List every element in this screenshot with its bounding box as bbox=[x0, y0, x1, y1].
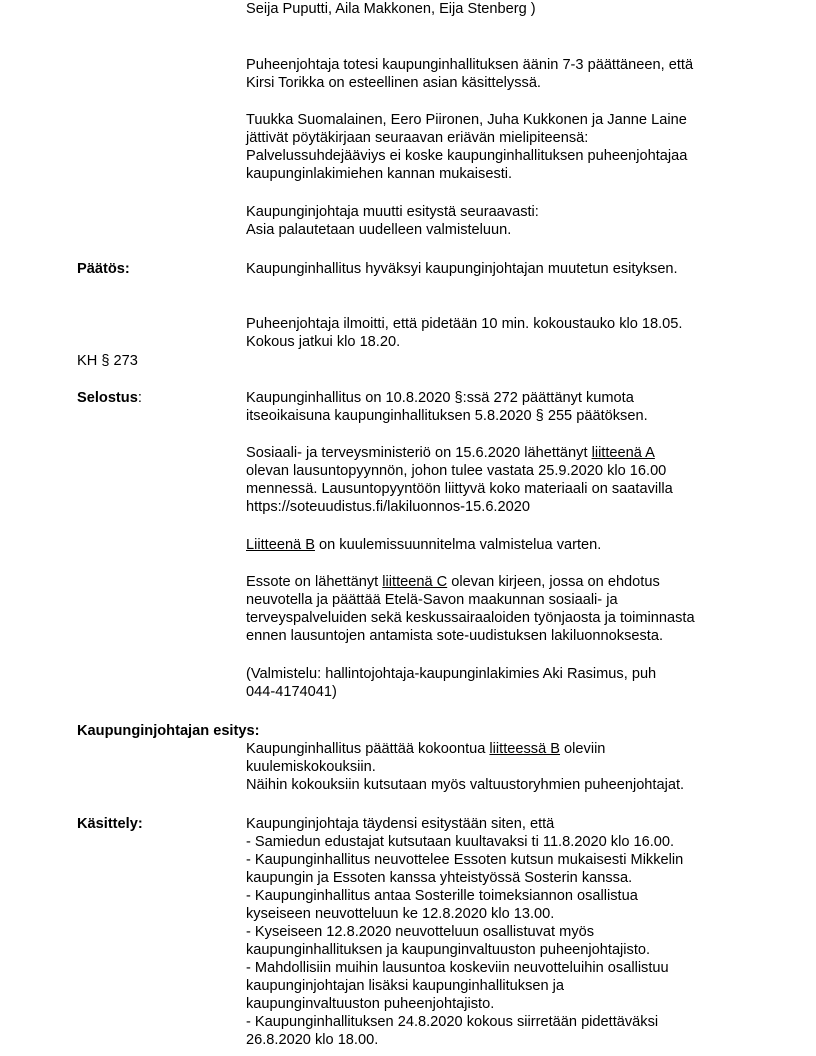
paragraph-line: 26.8.2020 klo 18.00. bbox=[246, 1032, 379, 1048]
kasittely-label: Käsittely: bbox=[77, 816, 143, 832]
paragraph-line: neuvotella ja päättää Etelä-Savon maakunnan sosiaali- ja bbox=[246, 592, 618, 608]
paragraph-line: itseoikaisuna kaupunginhallituksen 5.8.2020 § 255 päätöksen. bbox=[246, 408, 648, 424]
paragraph-line: Kaupunginjohtaja täydensi esitystään siten, että bbox=[246, 816, 555, 832]
paragraph-line: jättivät pöytäkirjaan seuraavan eriävän mielipiteensä: bbox=[246, 130, 589, 146]
paragraph-line: (Valmistelu: hallintojohtaja-kaupunginlakimies Aki Rasimus, puh bbox=[246, 666, 657, 682]
paragraph-line: Puheenjohtaja totesi kaupunginhallituksen äänin 7-3 päättäneen, että bbox=[246, 57, 694, 73]
text-span: Essote on lähettänyt bbox=[246, 574, 383, 590]
paragraph-line: - Kaupunginhallitus antaa Sosterille toimeksiannon osallistua bbox=[246, 888, 638, 904]
paragraph-line: - Kaupunginhallitus neuvottelee Essoten kutsun mukaisesti Mikkelin bbox=[246, 852, 684, 868]
selostus-label bbox=[77, 389, 142, 407]
text-span: on kuulemissuunnitelma valmistelua varten. bbox=[314, 537, 602, 553]
paragraph-line bbox=[246, 536, 601, 554]
paragraph-line: terveyspalveluiden sekä keskussairaaloiden työnjaosta ja toiminnasta bbox=[246, 610, 695, 626]
paragraph-line: olevan lausuntopyynnön, johon tulee vastata 25.9.2020 klo 16.00 bbox=[246, 463, 667, 479]
attendee-names-line: Seija Puputti, Aila Makkonen, Eija Stenberg ) bbox=[246, 1, 536, 17]
paragraph-line: Näihin kokouksiin kutsutaan myös valtuustoryhmien puheenjohtajat. bbox=[246, 777, 685, 793]
paragraph-line bbox=[246, 740, 605, 758]
paragraph-line: - Mahdollisiin muihin lausuntoa koskeviin neuvotteluihin osallistuu bbox=[246, 960, 669, 976]
paragraph-line: kaupungin ja Essoten kanssa yhteistyössä Sosterin kanssa. bbox=[246, 870, 633, 886]
selostus-label-text: Selostus bbox=[77, 390, 138, 406]
attachment-a-link[interactable]: liitteenä A bbox=[591, 445, 655, 461]
url-line: https://soteuudistus.fi/lakiluonnos-15.6.2020 bbox=[246, 499, 530, 515]
paragraph-line: mennessä. Lausuntopyyntöön liittyvä koko materiaali on saatavilla bbox=[246, 481, 673, 497]
attachment-b-link[interactable]: liitteessä B bbox=[489, 741, 560, 757]
attachment-c-link[interactable]: liitteenä C bbox=[382, 574, 448, 590]
text-span: olevan kirjeen, jossa on ehdotus bbox=[447, 574, 660, 590]
paragraph-line: Kaupunginhallitus on 10.8.2020 §:ssä 272 päättänyt kumota bbox=[246, 390, 634, 406]
paragraph-line: Kokous jatkui klo 18.20. bbox=[246, 334, 401, 350]
paragraph-line: kaupunginhallituksen ja kaupunginvaltuuston puheenjohtajisto. bbox=[246, 942, 651, 958]
paragraph-line: ennen lausuntojen antamista sote-uudistuksen lakiluonnoksesta. bbox=[246, 628, 664, 644]
paragraph-line: Asia palautetaan uudelleen valmisteluun. bbox=[246, 222, 512, 238]
text-span: Kaupunginhallitus päättää kokoontua bbox=[246, 741, 490, 757]
section-number: KH § 273 bbox=[77, 353, 138, 369]
paragraph-line: kuulemiskokouksiin. bbox=[246, 759, 376, 775]
paragraph-line: 044-4174041) bbox=[246, 684, 337, 700]
paragraph-line: kaupunginjohtajan lisäksi kaupunginhallituksen ja bbox=[246, 978, 565, 994]
paragraph-line bbox=[246, 444, 655, 462]
paragraph-line: - Kyseiseen 12.8.2020 neuvotteluun osallistuvat myös bbox=[246, 924, 595, 940]
paragraph-line: kaupunginlakimiehen kannan mukaisesti. bbox=[246, 166, 513, 182]
esitys-label: Kaupunginjohtajan esitys: bbox=[77, 723, 260, 739]
paragraph-line: kaupunginvaltuuston puheenjohtajisto. bbox=[246, 996, 495, 1012]
paragraph-line: Kaupunginjohtaja muutti esitystä seuraavasti: bbox=[246, 204, 539, 220]
paragraph-line: Palvelussuhdejäävi﻿ys ei koske kaupunginhallituksen puheenjohtajaa bbox=[246, 148, 688, 164]
text-span: Sosiaali- ja terveysministeriö on 15.6.2020 lähettänyt bbox=[246, 445, 592, 461]
paragraph-line: - Samiedun edustajat kutsutaan kuultavaksi ti 11.8.2020 klo 16.00. bbox=[246, 834, 675, 850]
paragraph-line: - Kaupunginhallituksen 24.8.2020 kokous siirretään pidettäväksi bbox=[246, 1014, 659, 1030]
paatos-label: Päätös: bbox=[77, 261, 130, 277]
paragraph-line: Tuukka Suomalainen, Eero Piironen, Juha Kukkonen ja Janne Laine bbox=[246, 112, 687, 128]
paragraph-line: kyseiseen neuvotteluun ke 12.8.2020 klo 13.00. bbox=[246, 906, 555, 922]
paatos-text: Kaupunginhallitus hyväksyi kaupunginjohtajan muutetun esityksen. bbox=[246, 261, 678, 277]
selostus-label-colon: : bbox=[137, 390, 142, 406]
attachment-b-link[interactable]: Liitteenä B bbox=[246, 537, 315, 553]
paragraph-line: Puheenjohtaja ilmoitti, että pidetään 10 min. kokoustauko klo 18.05. bbox=[246, 316, 683, 332]
paragraph-line: Kirsi Torikka on esteellinen asian käsittelyssä. bbox=[246, 75, 541, 91]
paragraph-line bbox=[246, 573, 660, 591]
text-span: oleviin bbox=[560, 741, 606, 757]
